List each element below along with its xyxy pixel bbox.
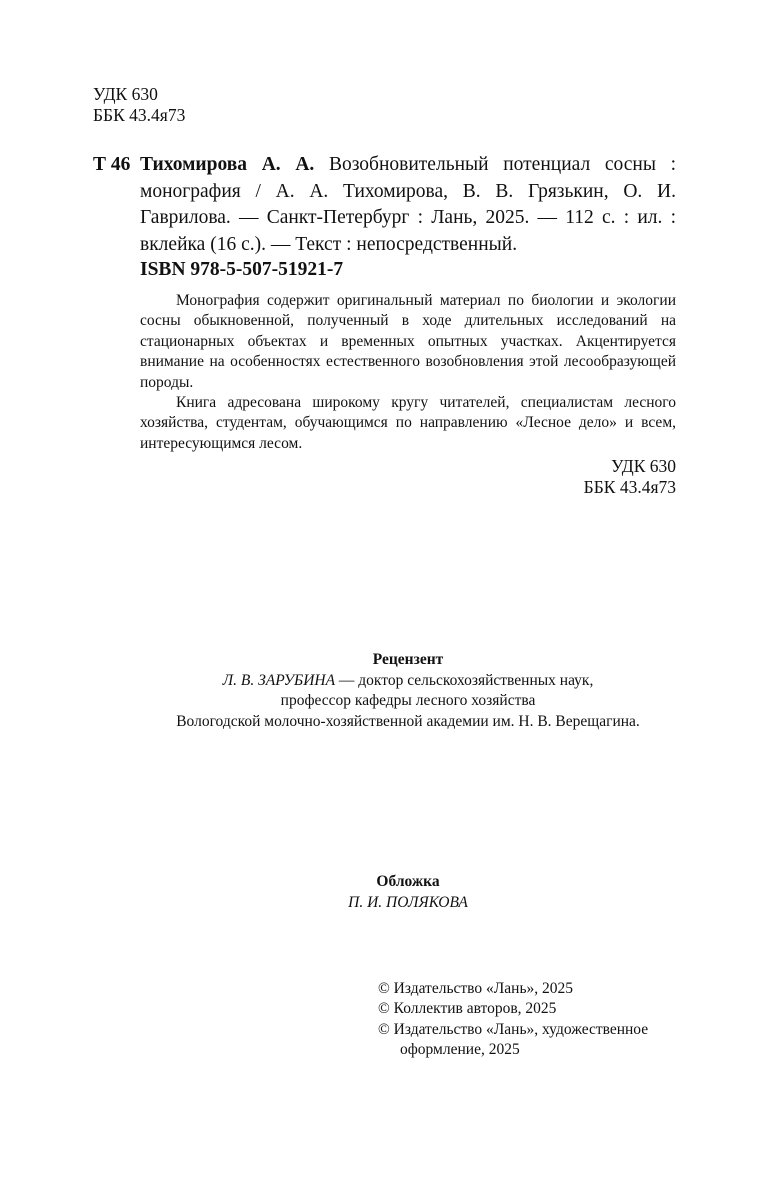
udk-block-top: [93, 84, 185, 126]
copyright-line: © Издательство «Лань», художественное: [378, 1020, 649, 1038]
reviewer-line: [93, 671, 723, 692]
udk-block-right: [584, 456, 676, 498]
copyright-line: © Коллектив авторов, 2025: [378, 1000, 557, 1018]
author-sign: Т 46: [93, 154, 131, 175]
copyright-line: оформление, 2025: [400, 1040, 520, 1058]
reviewer-heading: Рецензент: [372, 651, 444, 668]
bbk-code: ББК 43.4я73: [583, 477, 676, 497]
bib-description: Возобновительный потенциал сосны : монография / А. А. Тихомирова, В. В. Грязькин, О. И. Гаврилова. — Санкт-Петербург : Лань, 2025. — 112 с. : ил. : вклейка (16 с.). — Текст : непосредственный.: [140, 154, 676, 255]
bib-author: Тихомирова А. А.: [140, 154, 315, 175]
cover-artist: П. И. ПОЛЯКОВА: [348, 893, 468, 911]
isbn: ISBN 978-5-507-51921-7: [140, 259, 344, 280]
copyright-line: © Издательство «Лань», 2025: [378, 980, 574, 997]
reviewer-block: [93, 650, 723, 732]
bibliographic-entry: [93, 152, 676, 258]
reviewer-affiliation: Вологодской молочно-хозяйственной академии им. Н. В. Верещагина.: [176, 712, 640, 730]
udk-code: УДК 630: [611, 456, 676, 476]
annotation: [140, 291, 676, 454]
bbk-code: ББК 43.4я73: [93, 105, 186, 125]
reviewer-position: профессор кафедры лесного хозяйства: [280, 692, 536, 709]
cover-credit: [93, 872, 723, 913]
cover-heading: Обложка: [376, 873, 440, 890]
annotation-paragraph: Книга адресована широкому кругу читателей, специалистам лесного хозяйства, студентам, обучающимся по направлению «Лесное дело» и всем, интересующимся лесом.: [140, 394, 676, 452]
reviewer-title: — доктор сельскохозяйственных наук,: [335, 671, 594, 689]
annotation-paragraph: Монография содержит оригинальный материал по биологии и экологии сосны обыкновенной, полученный в ходе длительных исследований на стационарных объектах и временных опытных участках. Акцентируется внимание на особенностях естественного возобновления этой лесообразующей породы.: [140, 292, 676, 391]
reviewer-name: Л. В. ЗАРУБИНА: [222, 671, 336, 689]
bibliographic-text: [140, 152, 676, 258]
copyright-block: [378, 979, 688, 1060]
udk-code: УДК 630: [93, 84, 158, 104]
